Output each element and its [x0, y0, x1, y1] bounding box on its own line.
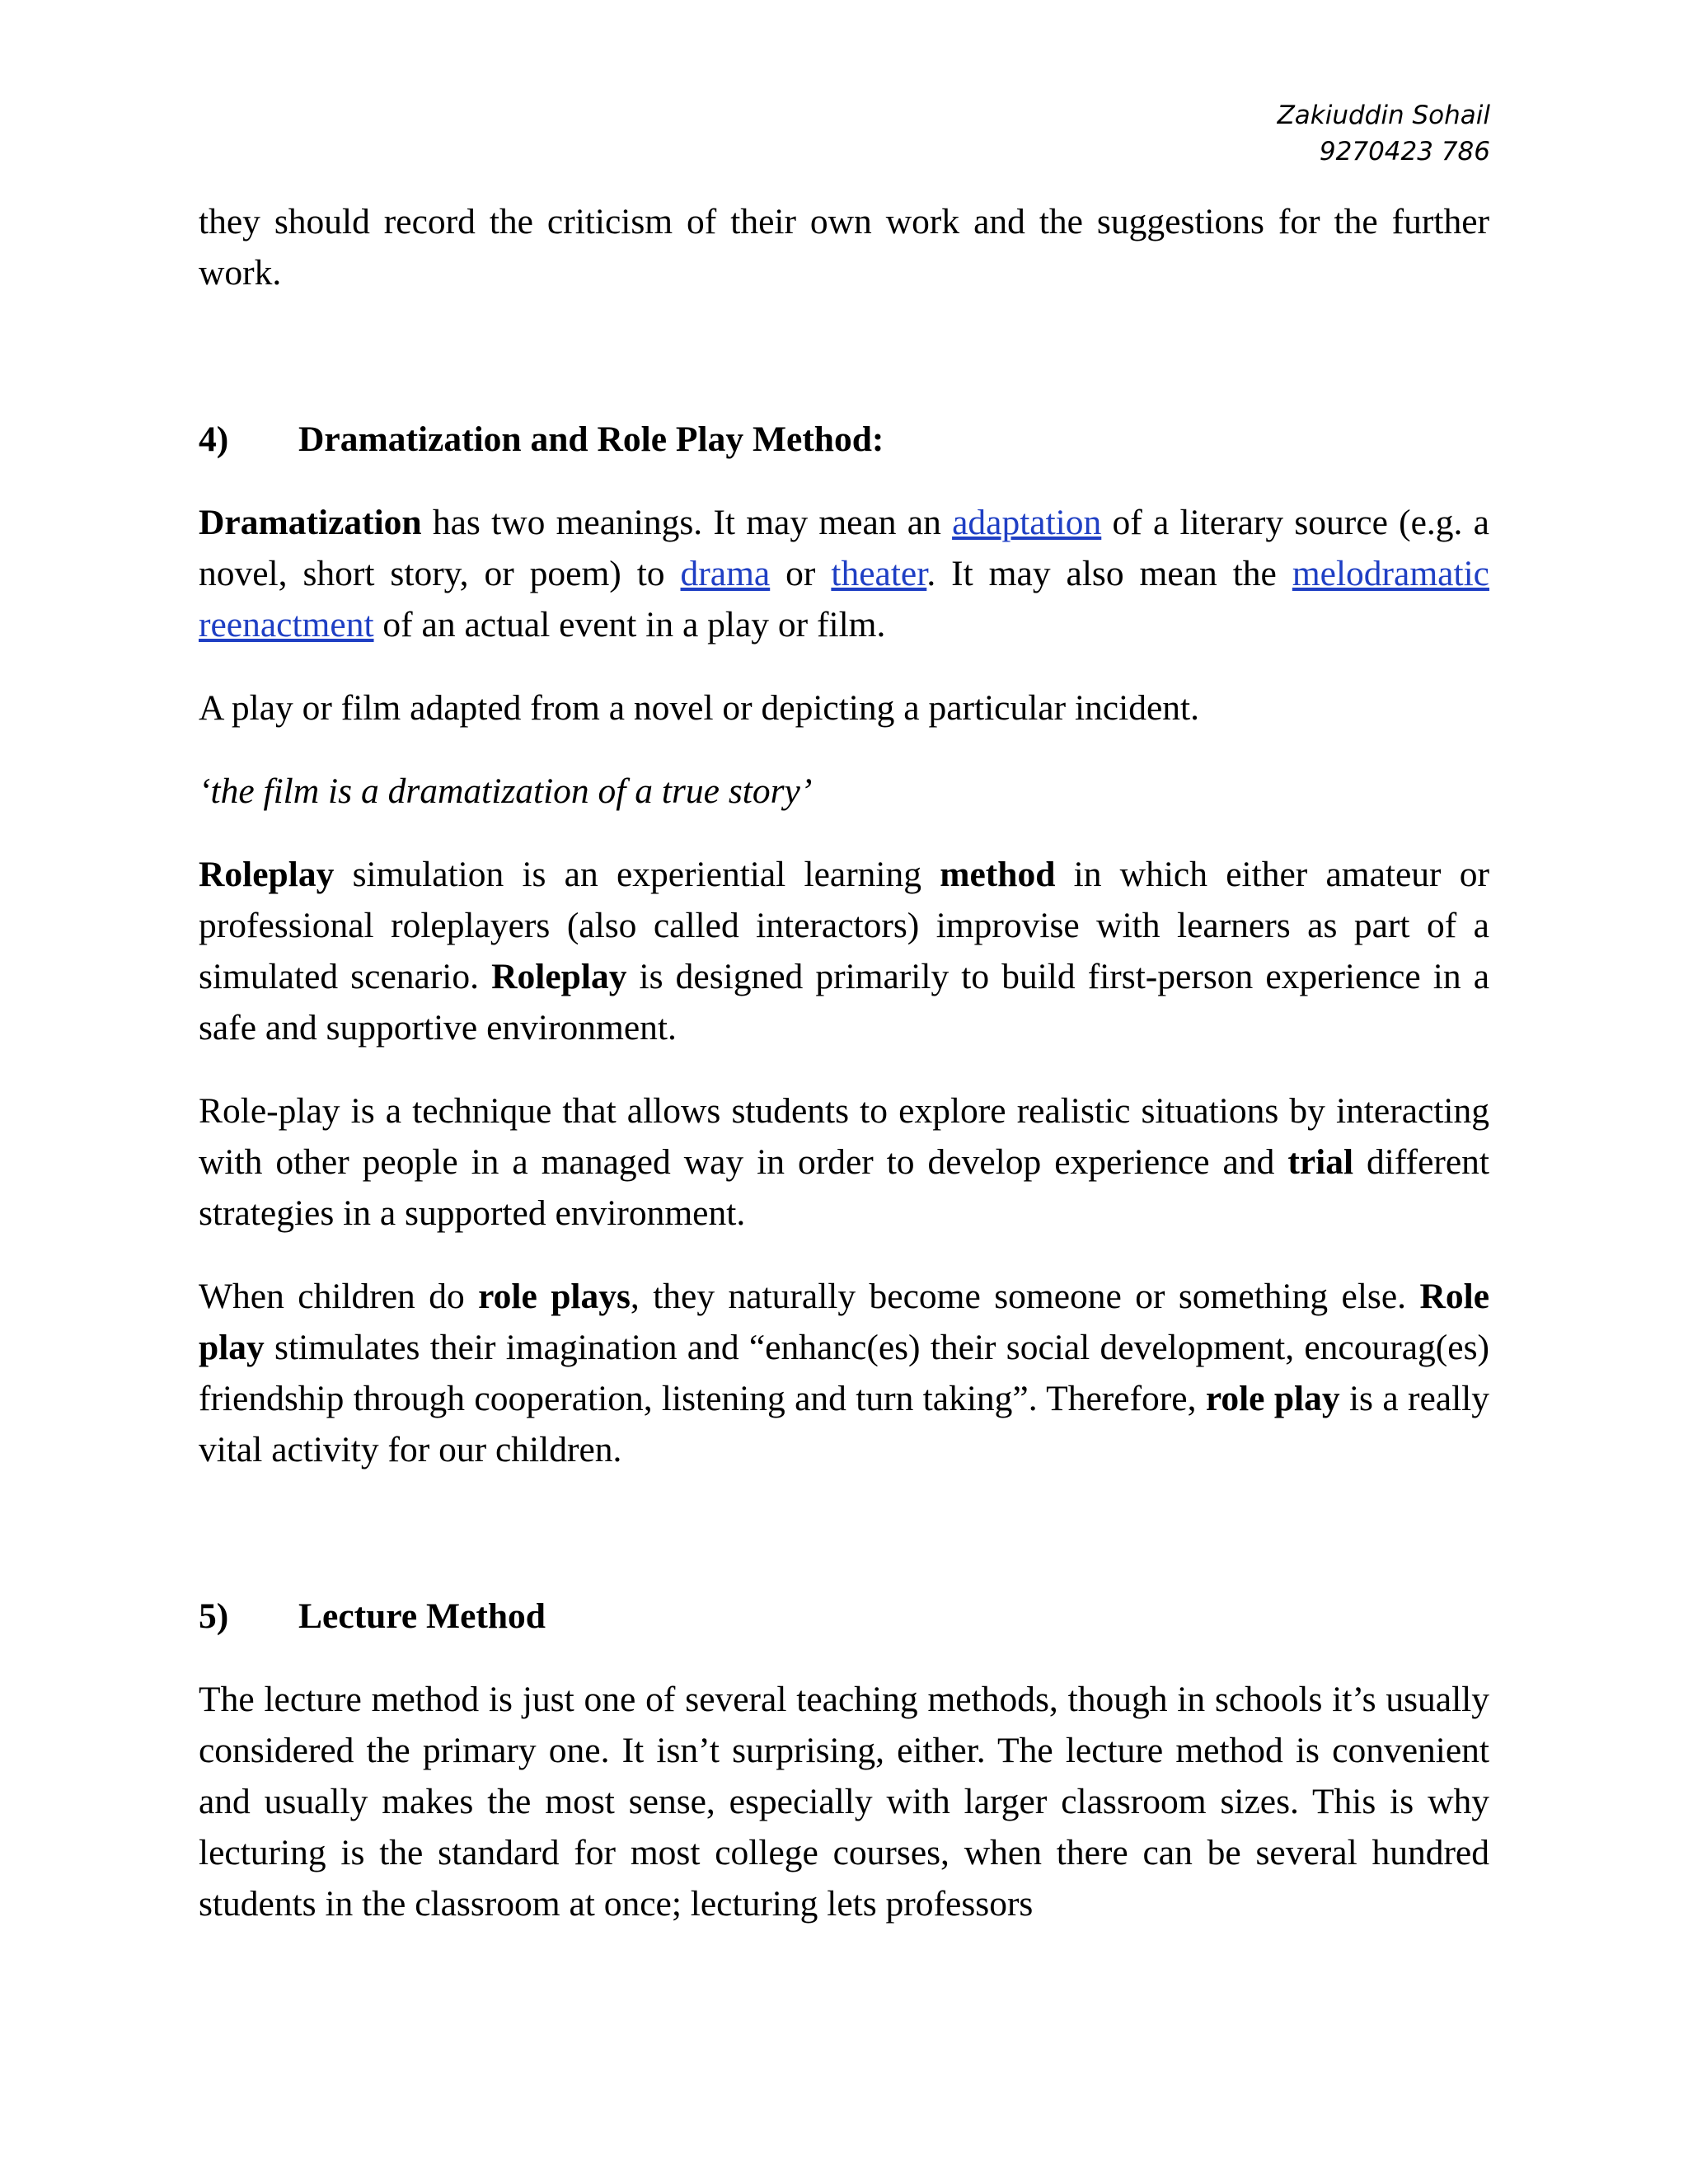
dramatization-paragraph [199, 497, 1489, 650]
section-number: 4) [199, 419, 229, 459]
text-run: . It may also mean the [926, 554, 1292, 593]
term-roleplay: Roleplay [491, 957, 627, 996]
example-quote: ‘the film is a dramatization of a true story’ [199, 771, 813, 811]
term-dramatization: Dramatization [199, 503, 422, 542]
page-header [1278, 97, 1490, 170]
play-film-paragraph: A play or film adapted from a novel or depicting a particular incident. [199, 688, 1199, 728]
term-method: method [940, 855, 1056, 894]
text-run: stimulates their imagination and “enhanc(es) their social development, encourag(es) friendship through cooperation, listening and turn taking”. Therefore, [199, 1328, 1489, 1418]
text-run: is designed primarily to build first-person experience in a safe and supportive environment. [199, 957, 1489, 1047]
section-title: Lecture Method [298, 1596, 546, 1636]
author-name: Zakiuddin Sohail [1277, 101, 1490, 130]
text-run: , they naturally become someone or something else. [630, 1277, 1420, 1316]
text-run: or [770, 554, 832, 593]
term-role-plays: role plays [478, 1277, 631, 1316]
term-role-play: role play [1205, 1379, 1340, 1418]
text-run: Role-play is a technique that allows students to explore realistic situations by interacting with other people in a managed way in order to develop experience and [199, 1091, 1489, 1182]
text-run: of an actual event in a play or film. [373, 605, 886, 644]
document-body [199, 196, 1489, 1929]
section-number: 5) [199, 1596, 229, 1636]
link-reenactment[interactable]: reenactment [199, 605, 374, 644]
term-role-play: Role play [199, 1277, 1490, 1367]
text-run: simulation is an experiential learning [334, 855, 940, 894]
text-run: When children do [199, 1277, 479, 1316]
section-heading-4 [199, 414, 1489, 465]
text-run: is a really vital activity for our children. [199, 1379, 1489, 1469]
link-theater[interactable]: theater [831, 554, 927, 593]
term-roleplay: Roleplay [199, 855, 335, 894]
intro-paragraph: they should record the criticism of their own work and the suggestions for the further work. [199, 202, 1489, 293]
text-run: in which either amateur or professional roleplayers (also called interactors) improvise with learners as part of a simulated scenario. [199, 855, 1489, 996]
link-adaptation[interactable]: adaptation [952, 503, 1102, 542]
author-phone: 9270423 786 [1319, 137, 1490, 166]
section-title: Dramatization and Role Play Method: [298, 419, 884, 459]
link-drama[interactable]: drama [680, 554, 771, 593]
lecture-paragraph: The lecture method is just one of several teaching methods, though in schools it’s usually considered the primary one. It isn’t surprising, either. The lecture method is convenient and usually makes the most sense, especially with larger classroom sizes. This is why lecturing is the standard for most college courses, when there can be several hundred students in the classroom at once; lecturing lets professors [199, 1680, 1489, 1924]
roleplay-technique-paragraph [199, 1085, 1489, 1239]
children-roleplay-paragraph [199, 1271, 1489, 1475]
text-run: of a literary source (e.g. a novel, short story, or poem) to [199, 503, 1489, 593]
section-heading-5 [199, 1591, 1489, 1642]
link-melodramatic[interactable]: melodramatic [1292, 554, 1489, 593]
term-trial: trial [1287, 1142, 1354, 1182]
text-run: has two meanings. It may mean an [421, 503, 953, 542]
text-run: different strategies in a supported environment. [199, 1142, 1489, 1233]
roleplay-definition-paragraph [199, 849, 1489, 1053]
